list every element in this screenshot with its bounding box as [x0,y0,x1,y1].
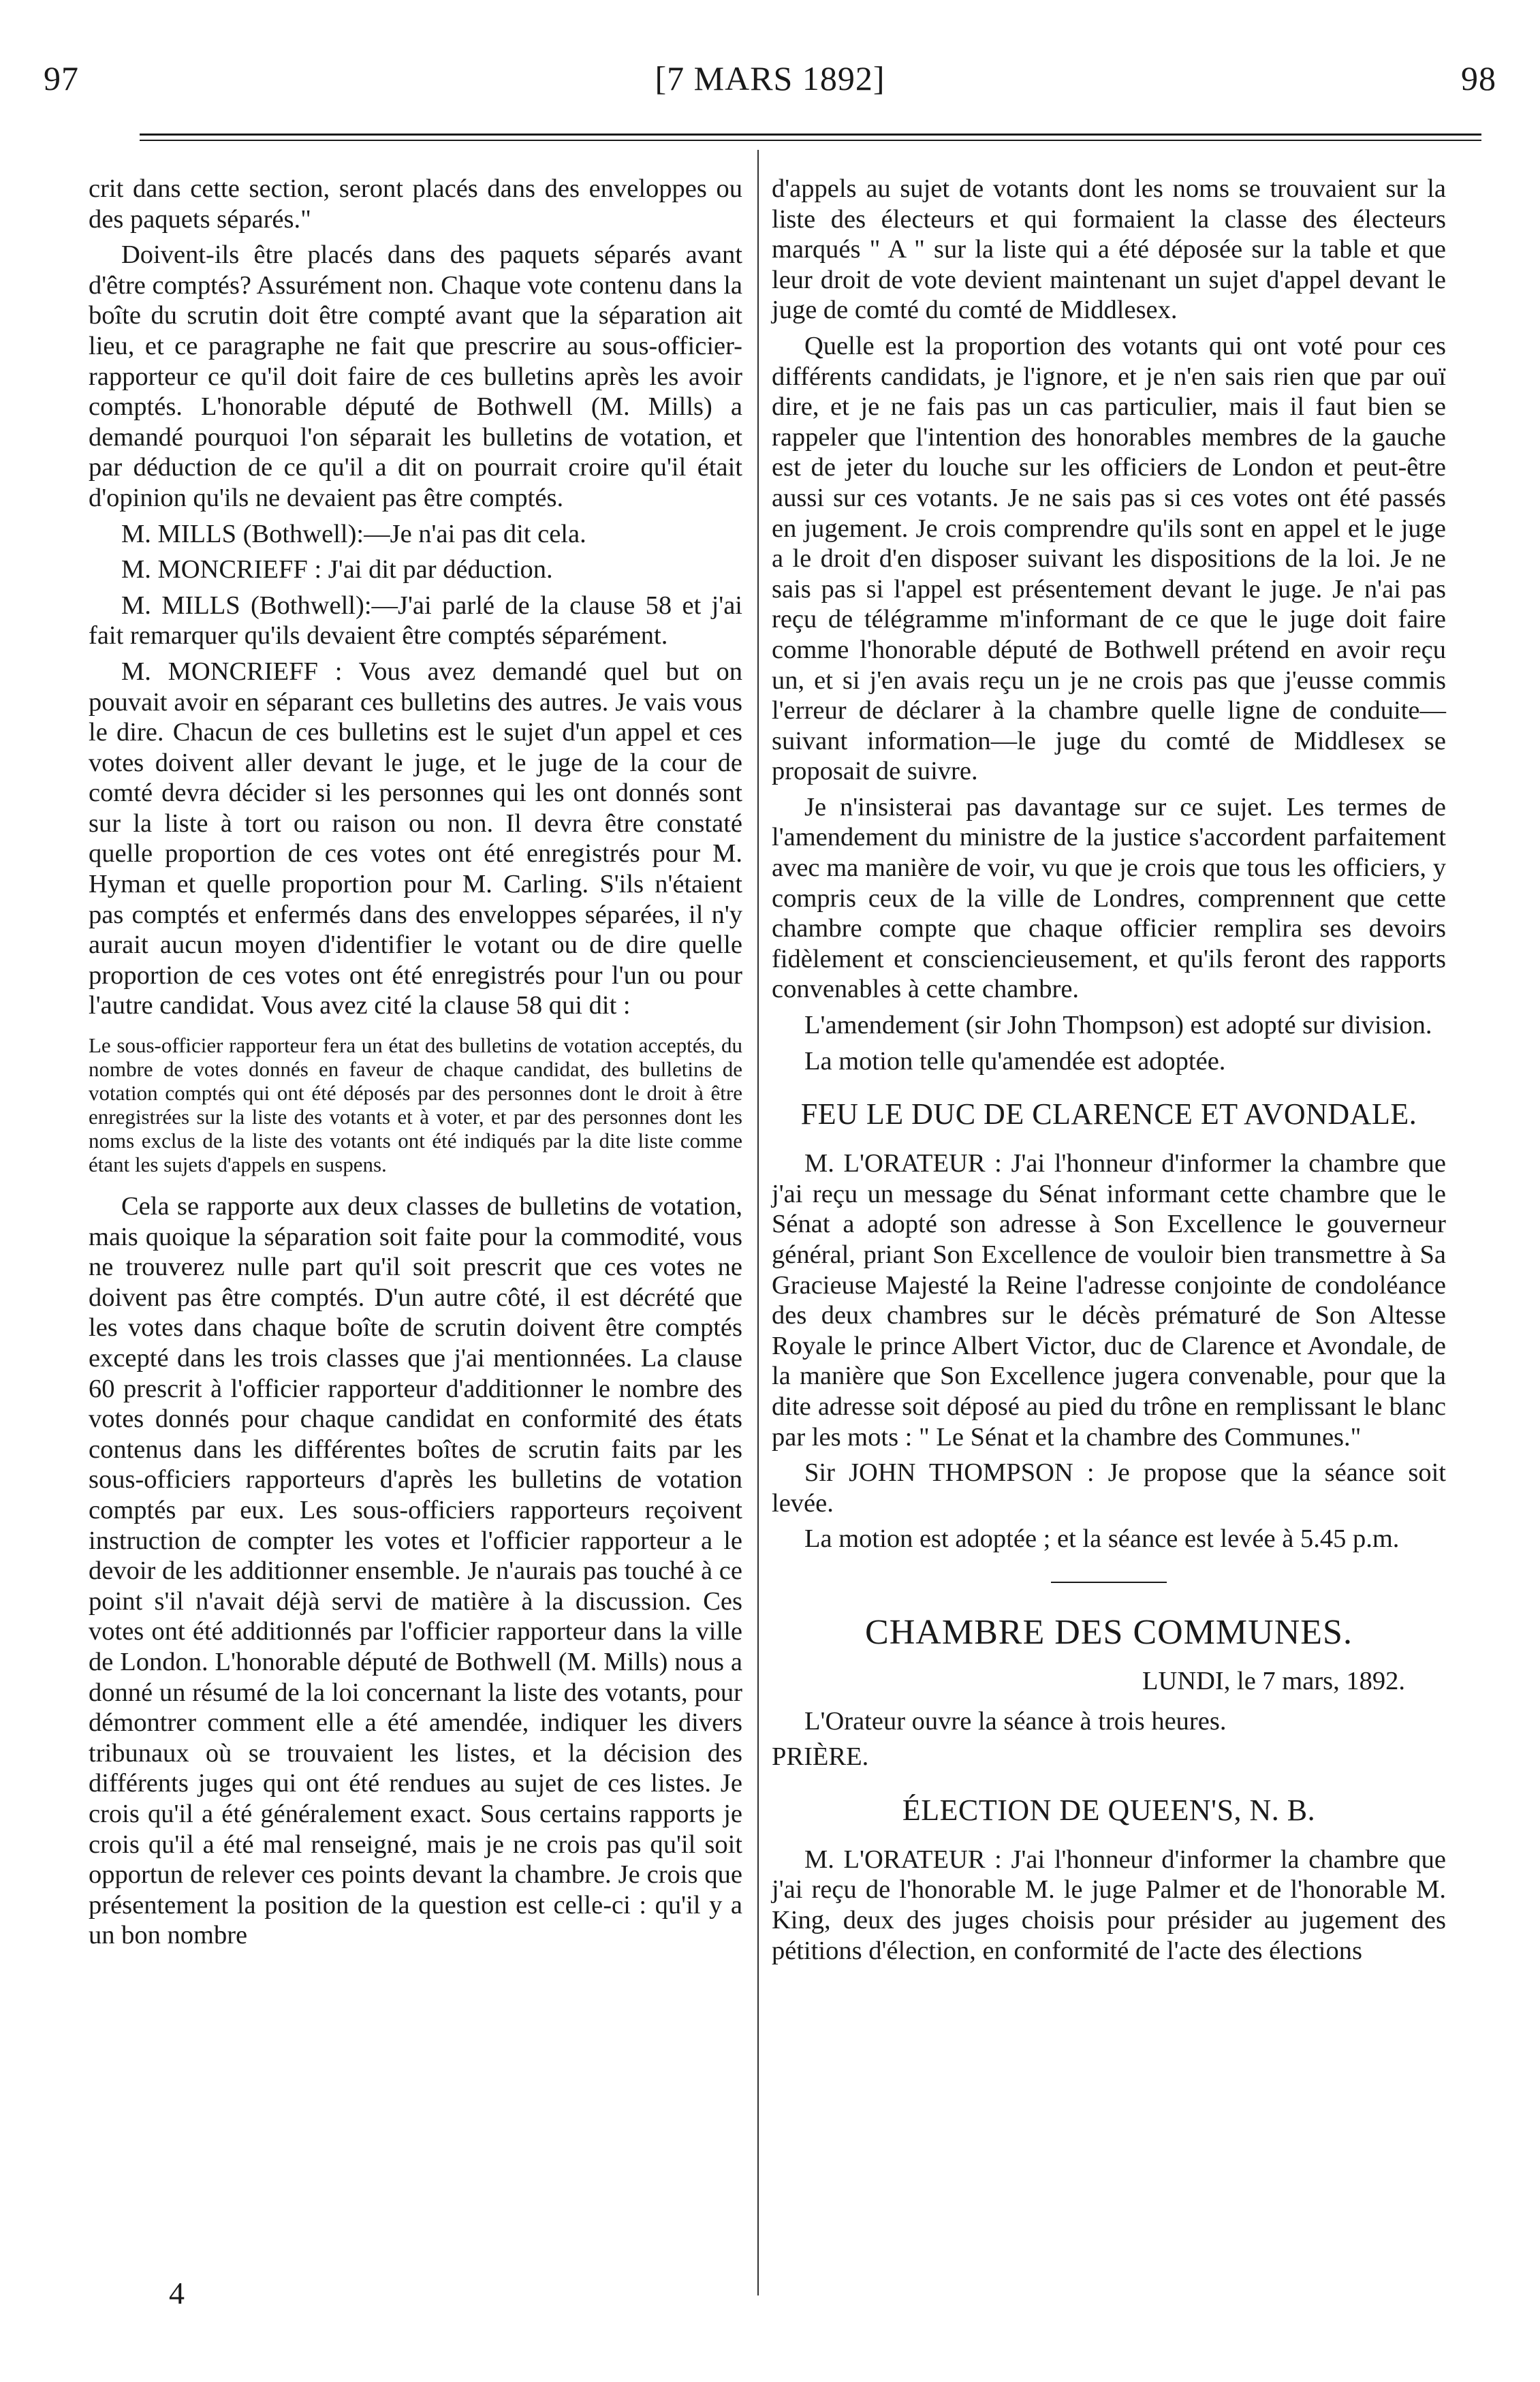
page-header [44,59,1496,113]
paragraph: Je n'insisterai pas davantage sur ce sujet. Les termes de l'amendement du ministre de la justice s'accordent parfaitement avec ma manière de voir, vu que je crois que tous les officiers, y compris ceux de la ville de Londres, comprennent que cette chambre compte que chaque officier remplira ses devoirs fidèlement et consciencieusement, et qu'ils feront des rapports convenables à cette chambre. [772,792,1446,1004]
chamber-heading: CHAMBRE DES COMMUNES. [865,1612,1353,1652]
right-column [772,174,1446,1971]
section-divider [1051,1582,1167,1583]
sitting-date: LUNDI, le 7 mars, 1892. [1142,1666,1405,1695]
paragraph: M. MILLS (Bothwell):—Je n'ai pas dit cela. [121,519,586,548]
paragraph: d'appels au sujet de votants dont les noms se trouvaient sur la liste des électeurs et qui formaient la classe des électeurs marqués " A " sur la liste qui a été déposée sur la table et que leur droit de vote devient maintenant un sujet d'appel devant le juge de comté du comté de Middlesex. [772,174,1446,325]
page-number-right: 98 [1461,59,1496,97]
paragraph: L'amendement (sir John Thompson) est adopté sur division. [804,1011,1432,1040]
section-heading: ÉLECTION DE QUEEN'S, N. B. [902,1793,1316,1827]
paragraph: La motion est adoptée ; et la séance est levée à 5.45 p.m. [804,1524,1400,1554]
paragraph: M. L'ORATEUR : J'ai l'honneur d'informer la chambre que j'ai reçu un message du Sénat informant cette chambre que le Sénat a adopté son adresse à Son Excellence le gouverneur général, priant Son Excellence de vouloir bien transmettre à Sa Gracieuse Majesté la Reine l'adresse conjointe de condoléance des deux chambres sur le décès prématuré de Son Altesse Royale le prince Albert Victor, duc de Clarence et Avondale, de la manière que Son Excellence jugera convenable, pour que la dite adresse soit déposé au pied du trône en remplissant le blanc par les mots : " Le Sénat et la chambre des Communes." [772,1149,1446,1452]
paragraph: M. MONCRIEFF : J'ai dit par déduction. [121,555,553,584]
section-heading: FEU LE DUC DE CLARENCE ET AVONDALE. [800,1097,1417,1131]
header-rule-bottom [140,140,1481,141]
paragraph: M. L'ORATEUR : J'ai l'honneur d'informer la chambre que j'ai reçu de l'honorable M. le juge Palmer et de l'honorable M. King, deux des juges choisis pour présider au jugement des pétitions d'élection, en conformité de l'acte des élections [772,1845,1446,1965]
paragraph: La motion telle qu'amendée est adoptée. [804,1046,1226,1076]
paragraph: Cela se rapporte aux deux classes de bulletins de votation, mais quoique la séparation soit faite pour la commodité, vous ne trouverez nulle part qu'il soit prescrit que ces votes ne doivent pas être comptés. D'un autre côté, il est décrété que les votes dans chaque boîte de scrutin doivent être comptés excepté dans les trois classes que j'ai mentionnées. La clause 60 prescrit à l'officier rapporteur d'additionner le nombre des votes donnés pour chaque candidat en conformité des états contenus dans les différentes boîtes de scrutin faits par les sous-officiers rapporteurs d'après les bulletins de votation comptés par eux. Les sous-officiers rapporteurs reçoivent instruction de compter les votes et l'officier rapporteur a le devoir de les additionner ensemble. Je n'aurais pas touché à ce point s'il n'avait déjà servi de matière à la discussion. Ces votes ont été additionnés par l'officier rapporteur dans la ville de London. L'honorable député de Bothwell (M. Mills) nous a donné un résumé de la loi concernant la liste des votants, pour démontrer comment elle a été amendée, indiquer les divers tribunaux où se trouvaient les listes, et la décision des différents juges qui ont été rendues au sujet de ces listes. Je crois qu'il a été généralement exact. Sous certains rapports je crois qu'il a été mal renseigné, mais je ne crois pas qu'il soit opportun de relever ces points devant la chambre. Je crois que présentement la position de la question est celle-ci : qu'il y a un bon nombre [89,1192,742,1950]
header-rule-top [140,134,1481,136]
paragraph: Quelle est la proportion des votants qui ont voté pour ces différents candidats, je l'ignore, et je n'en sais rien que par ouï dire, et je ne fais pas un cas particulier, mais il faut bien se rappeler que l'intention des honorables membres de la gauche est de jeter du louche sur les officiers de London et peut-être aussi sur ces votants. Je ne sais pas si ces votes ont été passés en jugement. Je crois comprendre qu'ils sont en appel et le juge a le droit d'en disposer suivant les dispositions de la loi. Je ne sais pas si l'appel est présentement devant le juge. Je n'ai pas reçu de télégramme m'informant de ce que le juge doit faire comme l'honorable député de Bothwell prétend en avoir reçu un, et si j'en avais reçu un je ne crois pas que j'eusse commis l'erreur de déclarer à la chambre quelle ligne de conduite—suivant information—le juge du comté de Middlesex se proposait de suivre. [772,331,1446,786]
column-separator [757,150,759,2295]
paragraph: M. MONCRIEFF : Vous avez demandé quel but on pouvait avoir en séparant ces bulletins des autres. Je vais vous le dire. Chacun de ces bulletins est le sujet d'un appel et ces votes doivent aller devant le juge, et le juge de la cour de comté devra décider si les personnes qui les ont donnés sont sur la liste à tort ou raison ou non. Il devra être constaté quelle proportion de ces votes ont été enregistrés pour M. Hyman et quelle proportion pour M. Carling. S'ils n'étaient pas comptés et enfermés dans des enveloppes séparées, il n'y aurait aucun moyen d'identifier le votant ou de dire quelle proportion de ces votes ont été enregistrés pour l'un ou pour l'autre candidat. Vous avez cité la clause 58 qui dit : [89,657,742,1020]
paragraph: Doivent-ils être placés dans des paquets séparés avant d'être comptés? Assurément non. Chaque vote contenu dans la boîte du scrutin doit être compté avant que la séparation ait lieu, et ce paragraphe ne fait que prescrire au sous-officier-rapporteur ce qu'il doit faire de ces bulletins après les avoir comptés. L'honorable député de Bothwell (M. Mills) a demandé pourquoi l'on séparait les bulletins de votation, et par déduction de ce qu'il a dit on pourrait croire qu'il était d'opinion qu'ils ne devaient pas être comptés. [89,240,742,512]
header-date: [7 MARS 1892] [655,59,885,97]
signature-mark: 4 [169,2276,185,2310]
paragraph: M. MILLS (Bothwell):—J'ai parlé de la clause 58 et j'ai fait remarquer qu'ils devaient être comptés séparément. [89,591,742,651]
prayer-label: PRIÈRE. [772,1742,869,1772]
paragraph: Sir JOHN THOMPSON : Je propose que la séance soit levée. [772,1458,1446,1518]
quote-text: Le sous-officier rapporteur fera un état des bulletins de votation acceptés, du nombre de votes donnés en faveur de chaque candidat, des bulletins de votation comptés qui ont été déposés par des personnes dont le droit à être enregistrées sur la liste des votants et à voter, et par des personnes dont les noms exclus de la liste des votants ont été indiqués par la dite liste comme étant les sujets d'appels en suspens. [89,1033,742,1177]
paragraph: crit dans cette section, seront placés dans des enveloppes ou des paquets séparés." [89,174,742,234]
paragraph: L'Orateur ouvre la séance à trois heures. [804,1706,1227,1736]
quoted-clause [89,1033,742,1176]
left-column [89,174,742,1956]
page-number-left: 97 [44,59,79,97]
